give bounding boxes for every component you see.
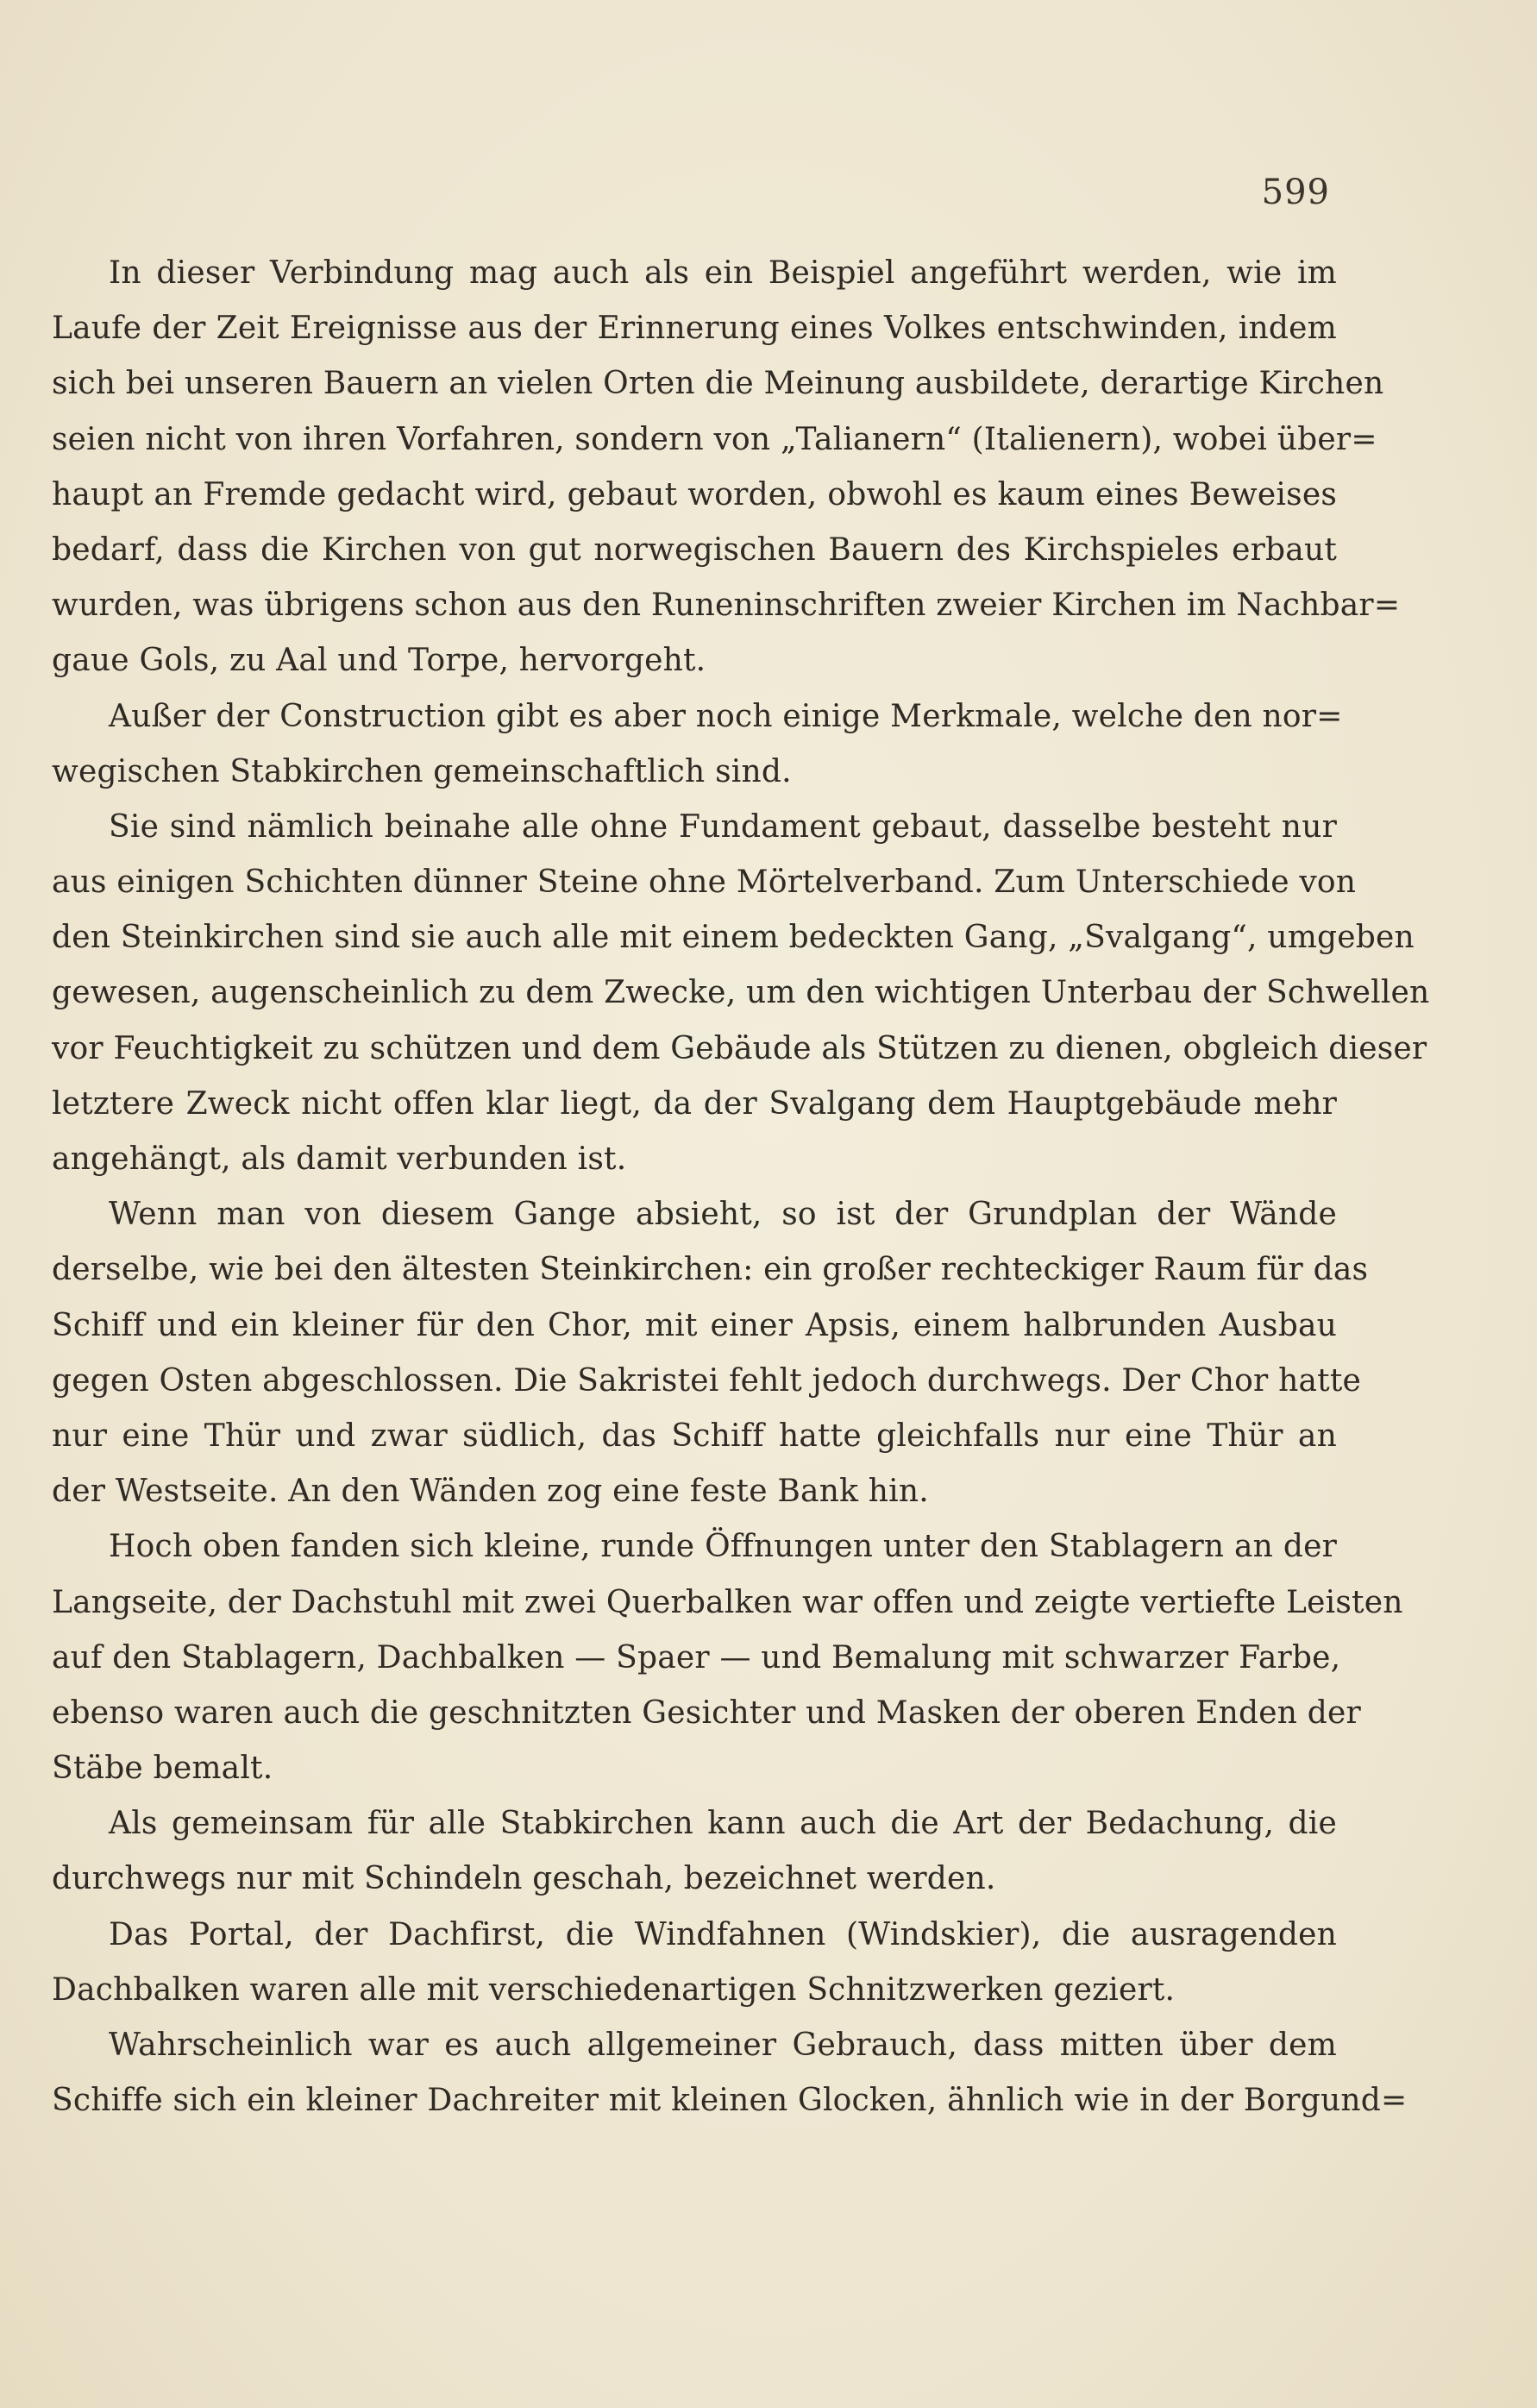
- text-line: vor Feuchtigkeit zu schützen und dem Gebäude als Stützen zu dienen, obgleich dieser: [52, 1030, 1427, 1066]
- text-line: bedarf, dass die Kirchen von gut norwegischen Bauern des Kirchspieles erbaut: [52, 531, 1337, 568]
- text-line: Das Portal, der Dachfirst, die Windfahnen (Windskier), die ausragenden: [109, 1916, 1337, 1952]
- text-line: Wahrscheinlich war es auch allgemeiner Gebrauch, dass mitten über dem: [109, 2028, 1337, 2063]
- body-text: [52, 246, 1430, 2128]
- text-line: aus einigen Schichten dünner Steine ohne Mörtelverband. Zum Unterschiede von: [52, 864, 1357, 901]
- text-line: Wenn man von diesem Gange absieht, so ist der Grundplan der Wände: [109, 1197, 1337, 1233]
- text-line: Außer der Construction gibt es aber noch einige Merkmale, welche den nor=: [109, 698, 1343, 734]
- text-line: Stäbe bemalt.: [52, 1751, 273, 1787]
- text-line: Dachbalken waren alle mit verschiedenartigen Schnitzwerken geziert.: [52, 1971, 1176, 2008]
- text-line: gegen Osten abgeschlossen. Die Sakristei fehlt jedoch durchwegs. Der Chor hatte: [52, 1362, 1361, 1399]
- text-line: Als gemeinsam für alle Stabkirchen kann auch die Art der Bedachung, die: [109, 1806, 1337, 1842]
- text-line: In dieser Verbindung mag auch als ein Beispiel angeführt werden, wie im: [109, 255, 1337, 291]
- text-line: nur eine Thür und zwar südlich, das Schiff hatte gleichfalls nur eine Thür an: [52, 1418, 1337, 1454]
- paragraph-7: [52, 1908, 1337, 2018]
- paragraph-2: [52, 689, 1343, 800]
- text-line: Laufe der Zeit Ereignisse aus der Erinnerung eines Volkes entschwinden, indem: [52, 311, 1337, 347]
- text-line: derselbe, wie bei den ältesten Steinkirchen: ein großer rechteckiger Raum für das: [52, 1252, 1369, 1288]
- text-line: durchwegs nur mit Schindeln geschah, bezeichnet werden.: [52, 1861, 996, 1897]
- paragraph-3: [52, 800, 1430, 1187]
- text-line: haupt an Fremde gedacht wird, gebaut worden, obwohl es kaum eines Beweises: [52, 476, 1337, 512]
- text-line: auf den Stablagern, Dachbalken — Spaer — und Bemalung mit schwarzer Farbe,: [52, 1639, 1341, 1676]
- text-line: gaue Gols, zu Aal und Torpe, hervorgeht.: [52, 643, 706, 679]
- text-line: wegischen Stabkirchen gemeinschaftlich sind.: [52, 753, 792, 789]
- paragraph-8: [52, 2018, 1408, 2128]
- text-line: der Westseite. An den Wänden zog eine feste Bank hin.: [52, 1474, 929, 1510]
- paragraph-4: [52, 1187, 1369, 1519]
- text-line: den Steinkirchen sind sie auch alle mit einem bedeckten Gang, „Svalgang“, umgeben: [52, 920, 1415, 956]
- text-line: sich bei unseren Bauern an vielen Orten die Meinung ausbildete, derartige Kirchen: [52, 366, 1384, 402]
- page-number: 599: [1261, 173, 1330, 212]
- text-line: ebenso waren auch die geschnitzten Gesichter und Masken der oberen Enden der: [52, 1694, 1361, 1731]
- text-line: Langseite, der Dachstuhl mit zwei Querbalken war offen und zeigte vertiefte Leisten: [52, 1584, 1403, 1620]
- paragraph-5: [52, 1519, 1403, 1796]
- text-line: Schiff und ein kleiner für den Chor, mit einer Apsis, einem halbrunden Ausbau: [52, 1307, 1337, 1343]
- paragraph-6: [52, 1796, 1337, 1907]
- paragraph-1: [52, 246, 1401, 689]
- text-line: Sie sind nämlich beinahe alle ohne Fundament gebaut, dasselbe besteht nur: [109, 808, 1337, 845]
- text-line: Schiffe sich ein kleiner Dachreiter mit kleinen Glocken, ähnlich wie in der Borgund=: [52, 2083, 1408, 2119]
- text-line: wurden, was übrigens schon aus den Runeninschriften zweier Kirchen im Nachbar=: [52, 588, 1401, 624]
- text-line: gewesen, augenscheinlich zu dem Zwecke, um den wichtigen Unterbau der Schwellen: [52, 975, 1430, 1011]
- text-line: Hoch oben fanden sich kleine, runde Öffnungen unter den Stablagern an der: [109, 1529, 1337, 1565]
- text-line: angehängt, als damit verbunden ist.: [52, 1141, 627, 1177]
- text-line: seien nicht von ihren Vorfahren, sondern von „Talianern“ (Italienern), wobei über=: [52, 421, 1377, 457]
- text-line: letztere Zweck nicht offen klar liegt, da der Svalgang dem Hauptgebäude mehr: [52, 1085, 1337, 1122]
